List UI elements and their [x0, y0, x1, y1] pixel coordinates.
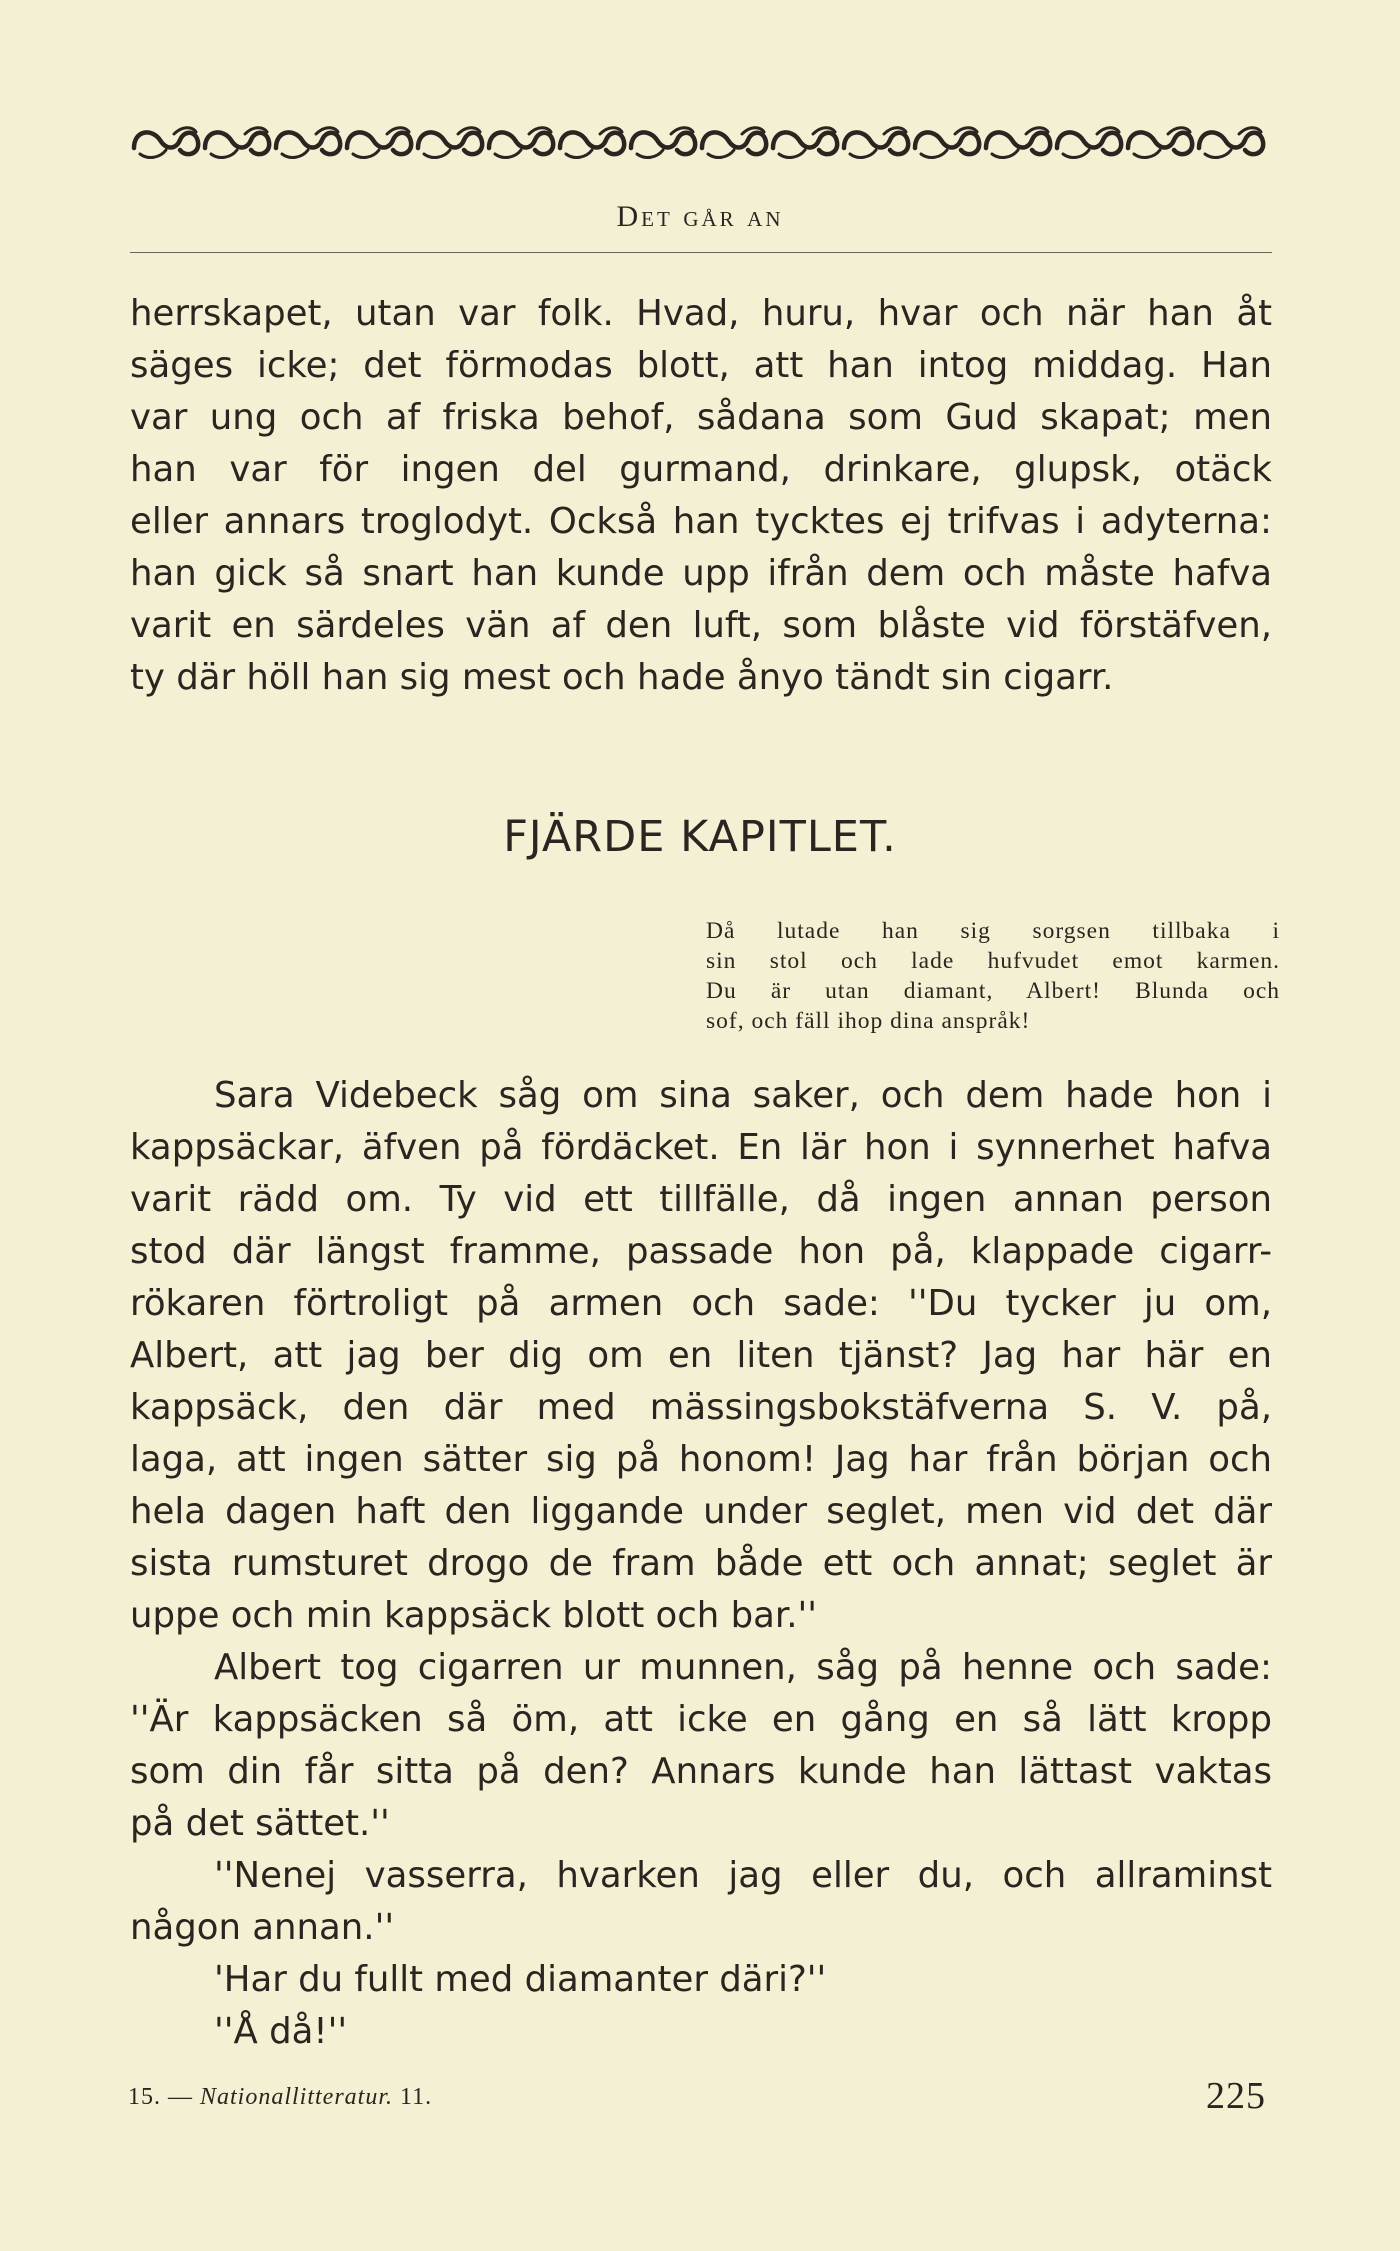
epigraph-line: Då lutade han sig sorgsen tillbaka i	[706, 918, 1280, 944]
decorative-ornament-band	[130, 118, 1272, 170]
epigraph-line: sin stol och lade hufvudet emot karmen.	[706, 948, 1280, 974]
text-line: uppe och min kappsäck blott och bar.''	[130, 1595, 817, 1636]
epigraph	[706, 916, 1280, 1036]
epigraph-line: Du är utan diamant, Albert! Blunda och	[706, 978, 1280, 1004]
footer-signature	[128, 2084, 432, 2111]
text-line: kappsäckar, äfven på fördäcket. En lär hon i synnerhet hafva	[130, 1127, 1272, 1168]
text-line: var ung och af friska behof, sådana som Gud skapat; men	[130, 397, 1272, 438]
text-line: ty där höll han sig mest och hade ånyo tändt sin cigarr.	[130, 657, 1114, 698]
text-line: ''Nenej vasserra, hvarken jag eller du, och allraminst	[214, 1855, 1272, 1896]
volume-number: 11.	[400, 2084, 433, 2110]
text-line: varit en särdeles vän af den luft, som blåste vid förstäfven,	[130, 605, 1272, 646]
signature-number: 15.	[128, 2084, 161, 2110]
epigraph-line: sof, och fäll ihop dina anspråk!	[706, 1008, 1031, 1034]
text-line: varit rädd om. Ty vid ett tillfälle, då ingen annan person	[130, 1179, 1272, 1220]
text-line: han gick så snart han kunde upp ifrån dem och måste hafva	[130, 553, 1272, 594]
text-line: herrskapet, utan var folk. Hvad, huru, hvar och när han åt	[130, 293, 1272, 334]
text-line: Albert tog cigarren ur munnen, såg på henne och sade:	[214, 1647, 1272, 1688]
text-line: på det sättet.''	[130, 1803, 390, 1844]
text-line: som din får sitta på den? Annars kunde han lättast vaktas	[130, 1751, 1272, 1792]
text-line: kappsäck, den där med mässingsbokstäfverna S. V. på,	[130, 1387, 1272, 1428]
running-head: Det går an	[616, 200, 784, 233]
body-text	[130, 288, 1272, 704]
text-line: ''Å då!''	[214, 2011, 348, 2052]
text-line: säges icke; det förmodas blott, att han intog middag. Han	[130, 345, 1272, 386]
text-line: Sara Videbeck såg om sina saker, och dem hade hon i	[214, 1075, 1272, 1116]
text-line: Albert, att jag ber dig om en liten tjänst? Jag har här en	[130, 1335, 1272, 1376]
signature-dash: —	[168, 2084, 193, 2110]
header-rule	[130, 252, 1272, 253]
text-line: stod där längst framme, passade hon på, klappade cigarr-	[130, 1231, 1272, 1272]
text-line: ''Är kappsäcken så öm, att icke en gång en så lätt kropp	[130, 1699, 1272, 1740]
text-line: eller annars troglodyt. Också han tycktes ej trifvas i adyterna:	[130, 501, 1272, 542]
text-line: 'Har du fullt med diamanter däri?''	[214, 1959, 827, 2000]
body-text	[130, 1070, 1272, 2058]
text-line: sista rumsturet drogo de fram både ett och annat; seglet är	[130, 1543, 1272, 1584]
text-line: rökaren förtroligt på armen och sade: ''Du tycker ju om,	[130, 1283, 1272, 1324]
text-line: någon annan.''	[130, 1907, 395, 1948]
text-line: laga, att ingen sätter sig på honom! Jag har från början och	[130, 1439, 1272, 1480]
chapter-heading: FJÄRDE KAPITLET.	[503, 812, 897, 862]
series-title: Nationallitteratur.	[200, 2084, 394, 2110]
text-line: han var för ingen del gurmand, drinkare, glupsk, otäck	[130, 449, 1272, 490]
page-number: 225	[1206, 2075, 1266, 2117]
text-line: hela dagen haft den liggande under seglet, men vid det där	[130, 1491, 1272, 1532]
